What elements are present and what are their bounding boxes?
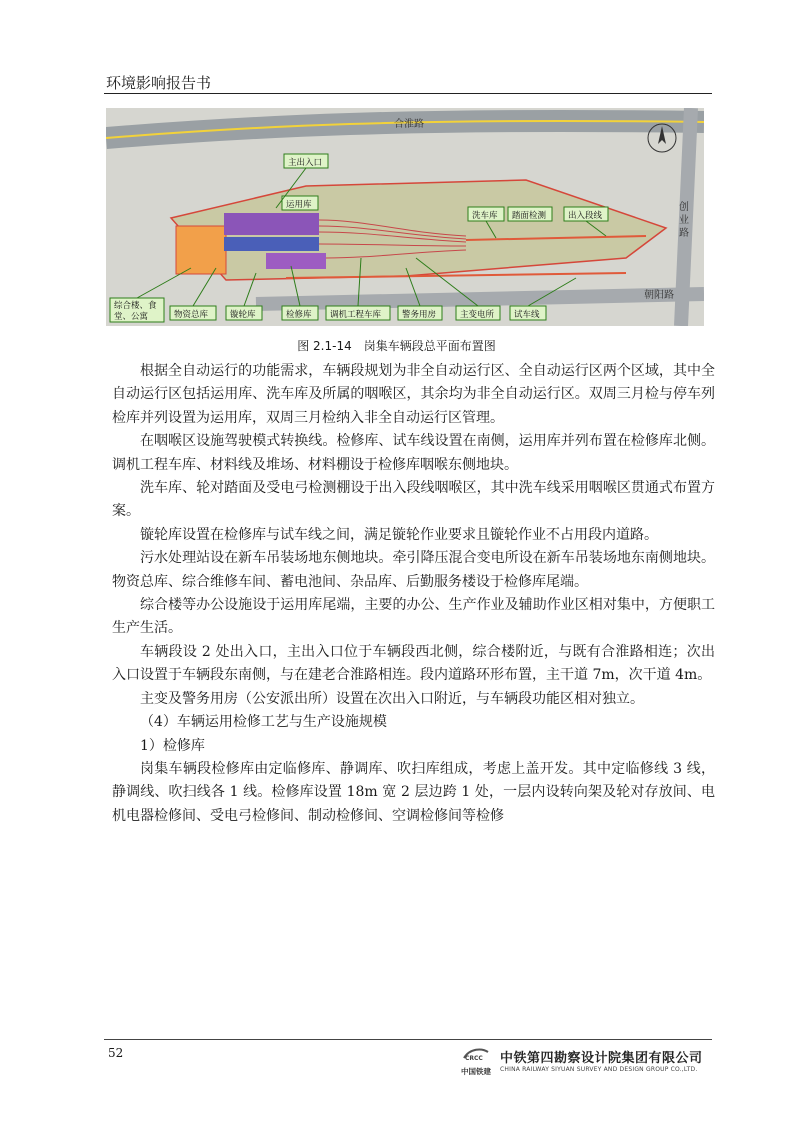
paragraph: 洗车库、轮对踏面及受电弓检测棚设于出入段线咽喉区，其中洗车线采用咽喉区贯通式布置方案。 xyxy=(112,480,715,520)
road-label-chuangye-1: 创 xyxy=(679,202,689,213)
svg-text:检修库: 检修库 xyxy=(286,310,312,320)
label-maintenance-depot xyxy=(282,306,318,320)
label-main-substation xyxy=(456,306,500,320)
section-heading: （4）车辆运用检修工艺与生产设施规模 xyxy=(140,714,387,731)
svg-text:踏面检测: 踏面检测 xyxy=(512,211,547,221)
road-label-chaoyang: 朝阳路 xyxy=(644,290,674,301)
crcc-logo-icon xyxy=(462,1046,490,1062)
label-wash-depot xyxy=(468,207,504,221)
company-name-en: CHINA RAILWAY SIYUAN SURVEY AND DESIGN GROUP CO.,LTD. xyxy=(500,1066,698,1073)
figure-title: 岗集车辆段总平面布置图 xyxy=(363,339,496,353)
road-label-chuangye-3: 路 xyxy=(679,228,689,239)
svg-text:物资总库: 物资总库 xyxy=(174,310,209,320)
svg-text:主变电所: 主变电所 xyxy=(460,310,495,320)
label-test-line xyxy=(510,306,546,320)
paragraph: 在咽喉区设施驾驶模式转换线。检修库、试车线设置在南侧，运用库并列布置在检修库北侧。 调机工程车库、材料线及堆场、材料棚设于检修库咽喉东侧地块。 xyxy=(112,433,715,473)
svg-text:运用库: 运用库 xyxy=(286,200,312,210)
svg-text:CRCC: CRCC xyxy=(465,1055,483,1062)
paragraph: 镟轮库设置在检修库与试车线之间，满足镟轮作业要求且镟轮作业不占用段内道路。 xyxy=(140,526,658,543)
paragraph: 岗集车辆段检修库由定临修库、静调库、吹扫库组成，考虑上盖开发。其中定临修线 3 线，静调线、吹扫线各 1 线。检修库设置 18m 宽 2 层边跨 1 处，一层内设转向架及轮对存放间、电机电器检修间、受电弓检修间、制动检修间、空调检修间等检修 xyxy=(112,760,715,824)
svg-text:主出入口: 主出入口 xyxy=(288,158,323,168)
body-text xyxy=(112,360,715,828)
site-plan-map xyxy=(106,108,704,326)
footer-rule xyxy=(104,1039,712,1040)
label-access-line xyxy=(564,207,608,221)
svg-text:调机工程车库: 调机工程车库 xyxy=(330,310,382,320)
label-wheel-lathe xyxy=(226,306,262,320)
running-depot xyxy=(224,213,319,235)
subsection-heading: 1）检修库 xyxy=(140,737,205,754)
label-police-house xyxy=(398,306,442,320)
label-material-warehouse xyxy=(170,306,216,320)
label-tread-detection xyxy=(508,207,552,221)
company-name-cn: 中铁第四勘察设计院集团有限公司 xyxy=(500,1051,703,1066)
label-complex-building xyxy=(110,298,164,322)
svg-text:综合楼、食: 综合楼、食 xyxy=(114,301,157,311)
svg-text:洗车库: 洗车库 xyxy=(472,211,498,221)
svg-text:堂、公寓: 堂、公寓 xyxy=(114,312,149,322)
paragraph: 主变及警务用房（公安派出所）设置在次出入口附近，与车辆段功能区相对独立。 xyxy=(140,690,644,707)
road-label-chuangye-2: 业 xyxy=(679,215,689,226)
svg-text:出入段线: 出入段线 xyxy=(568,211,603,221)
figure-caption xyxy=(0,337,793,354)
svg-text:试车线: 试车线 xyxy=(514,310,540,320)
svg-text:镟轮库: 镟轮库 xyxy=(230,310,256,320)
header-rule xyxy=(104,93,712,94)
label-running-depot xyxy=(282,196,318,210)
road-chaoyang xyxy=(256,294,704,304)
road-label-hehuai: 合淮路 xyxy=(394,119,424,130)
header-title: 环境影响报告书 xyxy=(106,74,212,92)
svg-text:警务用房: 警务用房 xyxy=(402,310,437,320)
paragraph: 污水处理站设在新车吊装场地东侧地块。牵引降压混合变电所设在新车吊装场地东南侧地块。物资总库、综合维修车间、蓄电池间、杂品库、后勤服务楼设于检修库尾端。 xyxy=(112,550,715,590)
complex-building xyxy=(176,226,226,274)
site-plan-figure xyxy=(106,108,704,326)
paragraph: 综合楼等办公设施设于运用库尾端，主要的办公、生产作业及辅助作业区相对集中，方便职工生产生活。 xyxy=(112,597,715,637)
maintenance-depot xyxy=(266,253,326,269)
figure-number: 图 2.1-14 xyxy=(297,339,352,353)
page-number: 52 xyxy=(108,1046,124,1060)
label-engineering-depot xyxy=(326,306,390,320)
paragraph: 根据全自动运行的功能需求，车辆段规划为非全自动运行区、全自动运行区两个区域，其中全自动运行区包括运用库、洗车库及所属的咽喉区，其余均为非全自动运行区。双周三月检与停车列检库并列设置为运用库，双周三月检纳入非全自动运行区管理。 xyxy=(112,363,715,426)
logo-caption: 中国铁建 xyxy=(461,1067,491,1076)
label-main-entrance xyxy=(284,154,328,168)
paragraph: 车辆段设 2 处出入口，主出入口位于车辆段西北侧，综合楼附近，与既有合淮路相连；次出入口设置于车辆段东南侧，与在建老合淮路相连。段内道路环形布置，主干道 7m，次干道 4m。 xyxy=(112,643,715,684)
